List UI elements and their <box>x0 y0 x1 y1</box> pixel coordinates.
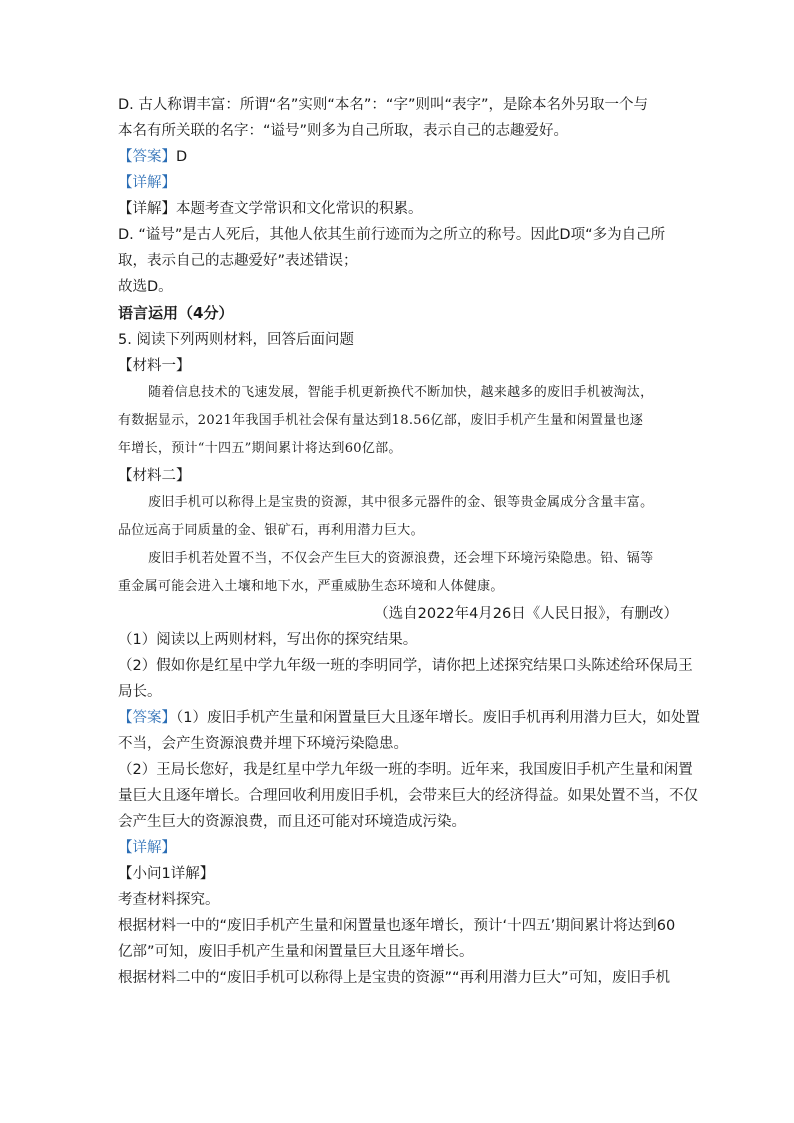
detail-text: 本题考查文学常识和文化常识的积累。 <box>176 201 423 217</box>
detail-tag-inline: 【详解】 <box>118 201 176 217</box>
sub-question-2-line-2: 局长。 <box>118 684 162 700</box>
answer-2-line-2: 量巨大且逐年增长。合理回收利用废旧手机，会带来巨大的经济得益。如果处置不当，不仅 <box>118 788 698 804</box>
explain-line-2: 取，表示自己的志趣爱好”表述错误； <box>118 253 358 269</box>
sub-1-line-2: 根据材料一中的“废旧手机产生量和闲置量也逐年增长，预计‘十四五’期间累计将达到60 <box>118 918 676 934</box>
question-5: 5. 阅读下列两则材料，回答后面问题 <box>118 332 354 348</box>
material-1-tag: 【材料一】 <box>118 358 191 374</box>
answer-1-row <box>118 705 700 731</box>
answer-2-line-3: 会产生巨大的资源浪费，而且还可能对环境造成污染。 <box>118 814 466 830</box>
detail-row <box>118 196 678 222</box>
answer-2-line-1: （2）王局长您好，我是红星中学九年级一班的李明。近年来，我国废旧手机产生量和闲置 <box>118 762 693 778</box>
answer-tag: 【答案】 <box>118 149 176 165</box>
material-1-line-3: 年增长，预计“十四五”期间累计将达到60亿部。 <box>118 441 402 456</box>
option-d-line-2: 本名有所关联的名字：“谥号”则多为自己所取，表示自己的志趣爱好。 <box>118 123 569 139</box>
detail-tag-2: 【详解】 <box>118 840 176 856</box>
sub-1-line-4: 根据材料二中的“废旧手机可以称得上是宝贵的资源”“再利用潜力巨大”可知，废旧手机 <box>118 970 671 986</box>
sub-question-2-line-1: （2）假如你是红星中学九年级一班的李明同学，请你把上述探究结果口头陈述给环保局王 <box>118 658 693 674</box>
conclusion: 故选D。 <box>118 279 173 295</box>
option-d-line-1: D. 古人称谓丰富：所谓“名”实则“本名”：“字”则叫“表字”，是除本名外另取一个与 <box>118 97 648 113</box>
answer-value: D <box>176 149 188 165</box>
material-1-line-1: 随着信息技术的飞速发展，智能手机更新换代不断加快，越来越多的废旧手机被淘汰， <box>148 385 654 400</box>
sub-1-detail-tag: 【小问1详解】 <box>118 866 215 882</box>
answer-row <box>118 144 678 170</box>
section-heading: 语言运用（4分） <box>118 304 234 322</box>
material-2-para-2-line-1: 废旧手机若处置不当，不仅会产生巨大的资源浪费，还会埋下环境污染隐患。铅、镉等 <box>148 551 654 566</box>
material-2-para-1-line-1: 废旧手机可以称得上是宝贵的资源，其中很多元器件的金、银等贵金属成分含量丰富。 <box>148 495 654 510</box>
document-content <box>118 92 700 991</box>
material-1-line-2: 有数据显示，2021年我国手机社会保有量达到18.56亿部，废旧手机产生量和闲置量也逐 <box>118 413 644 428</box>
source-citation: （选自2022年4月26日《人民日报》，有删改） <box>374 606 678 622</box>
material-2-para-2-line-2: 重金属可能会进入土壤和地下水，严重威胁生态环境和人体健康。 <box>118 579 504 594</box>
material-2-tag: 【材料二】 <box>118 468 191 484</box>
explain-line-1: D. “谥号”是古人死后，其他人依其生前行迹而为之所立的称号。因此D项“多为自己所 <box>118 227 666 243</box>
material-2-para-1-line-2: 品位远高于同质量的金、银矿石，再利用潜力巨大。 <box>118 523 424 538</box>
sub-question-1: （1）阅读以上两则材料，写出你的探究结果。 <box>118 632 418 648</box>
answer-1-line-2: 不当，会产生资源浪费并埋下环境污染隐患。 <box>118 736 408 752</box>
detail-tag: 【详解】 <box>118 175 176 191</box>
sub-1-line-1: 考查材料探究。 <box>118 892 220 908</box>
answer-1-line-1: （1）废旧手机产生量和闲置量巨大且逐年增长。废旧手机再利用潜力巨大，如处置 <box>176 710 700 726</box>
answer-tag-2: 【答案】 <box>118 710 176 726</box>
sub-1-line-3: 亿部”可知，废旧手机产生量和闲置量巨大且逐年增长。 <box>118 944 474 960</box>
